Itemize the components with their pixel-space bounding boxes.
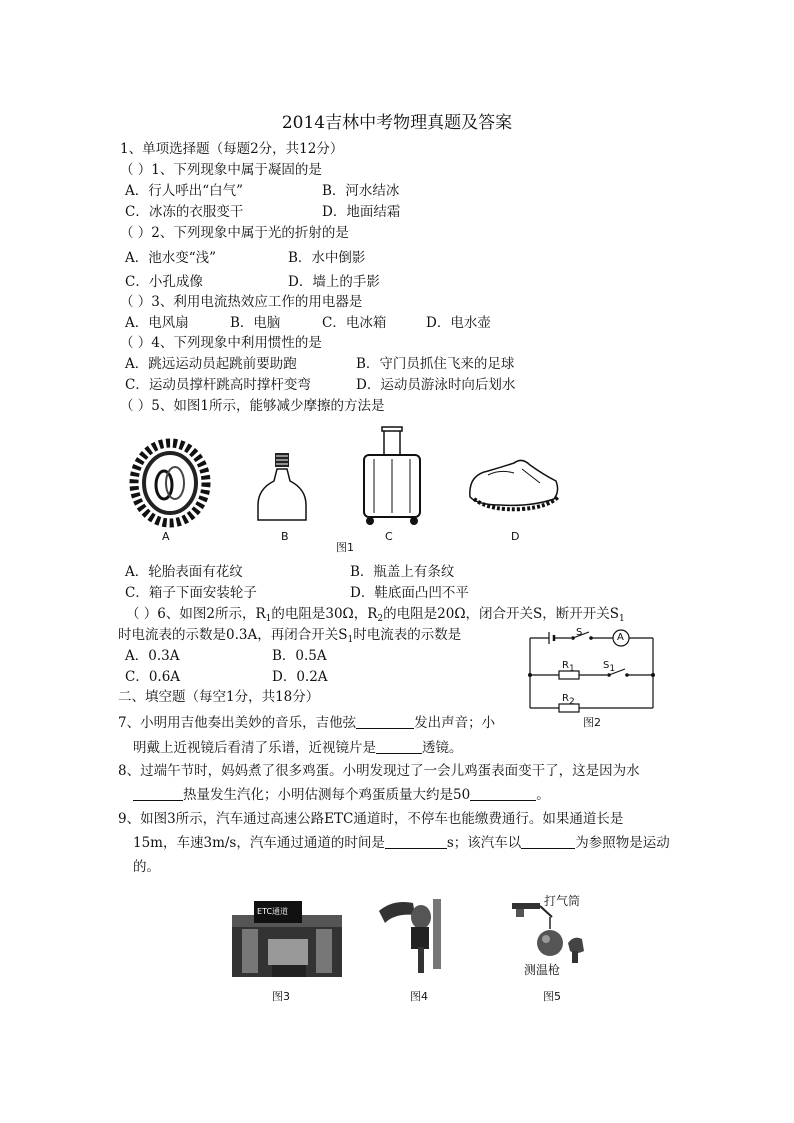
fig1-label-c: C [385,530,393,543]
q4-stem: （ ）4、下列现象中利用惯性的是 [120,335,322,351]
q4-option-d: D．运动员游泳时向后划水 [356,377,516,393]
q6-stem-line2: 时电流表的示数是0.3A，再闭合开关$S_1$时电流表的示数是 [118,627,462,645]
figure-4-photo [375,893,445,979]
q3-stem: （ ）3、利用电流热效应工作的用电器是 [120,294,363,310]
thermometer-label: 测温枪 [524,963,561,977]
q4-option-c: C．运动员撑杆跳高时撑杆变弯 [125,377,311,393]
fig5-caption: 图5 [543,990,561,1003]
q3-option-a: A．电风扇 [125,315,189,331]
fig1-label-b: B [281,530,289,543]
etc-sign: ETC通道 [257,907,289,916]
page-title: 2014吉林中考物理真题及答案 [281,113,513,133]
q7-line2: 明戴上近视镜后看清了乐谱，近视镜片是 透镜。 [133,740,463,756]
bottle-illustration [258,453,306,520]
q2-option-a: A．池水变“浅” [125,250,217,266]
q6-option-a: A．0.3A [125,648,180,664]
figure-1 [130,425,570,530]
q8-line2: 热量发生汽化；小明估测每个鸡蛋质量大约是50 。 [133,786,550,804]
circuit-label-s: S [576,627,583,638]
fig3-caption: 图3 [272,990,290,1003]
q1-option-a: A．行人呼出“白气” [125,183,244,199]
q6-option-c: C．0.6A [125,669,181,685]
q7-line1: 7、小明用吉他奏出美妙的音乐，吉他弦 发出声音；小 [118,715,496,731]
q5-option-b: B．瓶盖上有条纹 [350,564,455,580]
q9-line3: 的。 [133,859,160,875]
q5-stem: （ ）5、如图1所示，能够减少摩擦的方法是 [120,398,385,414]
suitcase-illustration [364,427,420,525]
circuit-diagram [527,630,657,712]
q1-option-c: C．冰冻的衣服变干 [125,204,244,220]
section2-heading: 二、填空题（每空1分，共18分） [118,689,320,705]
q2-stem: （ ）2、下列现象中属于光的折射的是 [120,225,349,241]
q5-option-d: D．鞋底面凸凹不平 [350,585,469,601]
q3-option-b: B．电脑 [230,315,281,331]
circuit-label-r2: $R_2$ [562,693,575,707]
section1-heading: 1、单项选择题（每题2分，共12分） [120,141,344,157]
q6-stem-line1: （ ）6、如图2所示，$R_1$的电阻是30Ω，$R_2$的电阻是20Ω，闭合开关S，断开开关$S_1$ [126,606,625,624]
q6-option-d: D．0.2A [272,669,328,685]
circuit-label-r1: $R_1$ [562,660,575,674]
q3-option-d: D．电水壶 [426,315,491,331]
fig4-caption: 图4 [410,990,428,1003]
q6-option-b: B．0.5A [272,648,327,664]
fig1-caption: 图1 [336,541,354,554]
q3-option-c: C．电冰箱 [322,315,387,331]
pump-label: 打气筒 [544,894,581,908]
q4-option-b: B．守门员抓住飞来的足球 [356,356,515,372]
q4-option-a: A．跳远运动员起跳前要助跑 [125,356,297,372]
q8-line1: 8、过端午节时，妈妈煮了很多鸡蛋。小明发现过了一会儿鸡蛋表面变干了，这是因为水 [118,763,640,779]
q9-line2: 15m，车速3m/s，汽车通过通道的时间是 s；该汽车以 为参照物是运动 [133,835,670,851]
shoe-illustration [470,460,558,509]
q2-option-b: B．水中倒影 [288,250,366,266]
q2-option-d: D．墙上的手影 [288,274,380,290]
circuit-label-s1: $S_1$ [603,660,616,674]
fig2-caption: 图2 [583,716,601,729]
q1-option-d: D．地面结霜 [322,204,401,220]
circuit-label-ammeter: A [617,632,624,643]
fig1-label-a: A [162,530,170,543]
q2-option-c: C．小孔成像 [125,274,203,290]
q5-option-c: C．箱子下面安装轮子 [125,585,257,601]
q1-stem: （ ）1、下列现象中属于凝固的是 [120,162,322,178]
q1-option-b: B．河水结冰 [322,183,400,199]
fig1-label-d: D [511,530,520,543]
q5-option-a: A．轮胎表面有花纹 [125,564,243,580]
tire-illustration [134,443,206,523]
q9-line1: 9、如图3所示，汽车通过高速公路ETC通道时，不停车也能缴费通行。如果通道长是 [118,811,624,827]
